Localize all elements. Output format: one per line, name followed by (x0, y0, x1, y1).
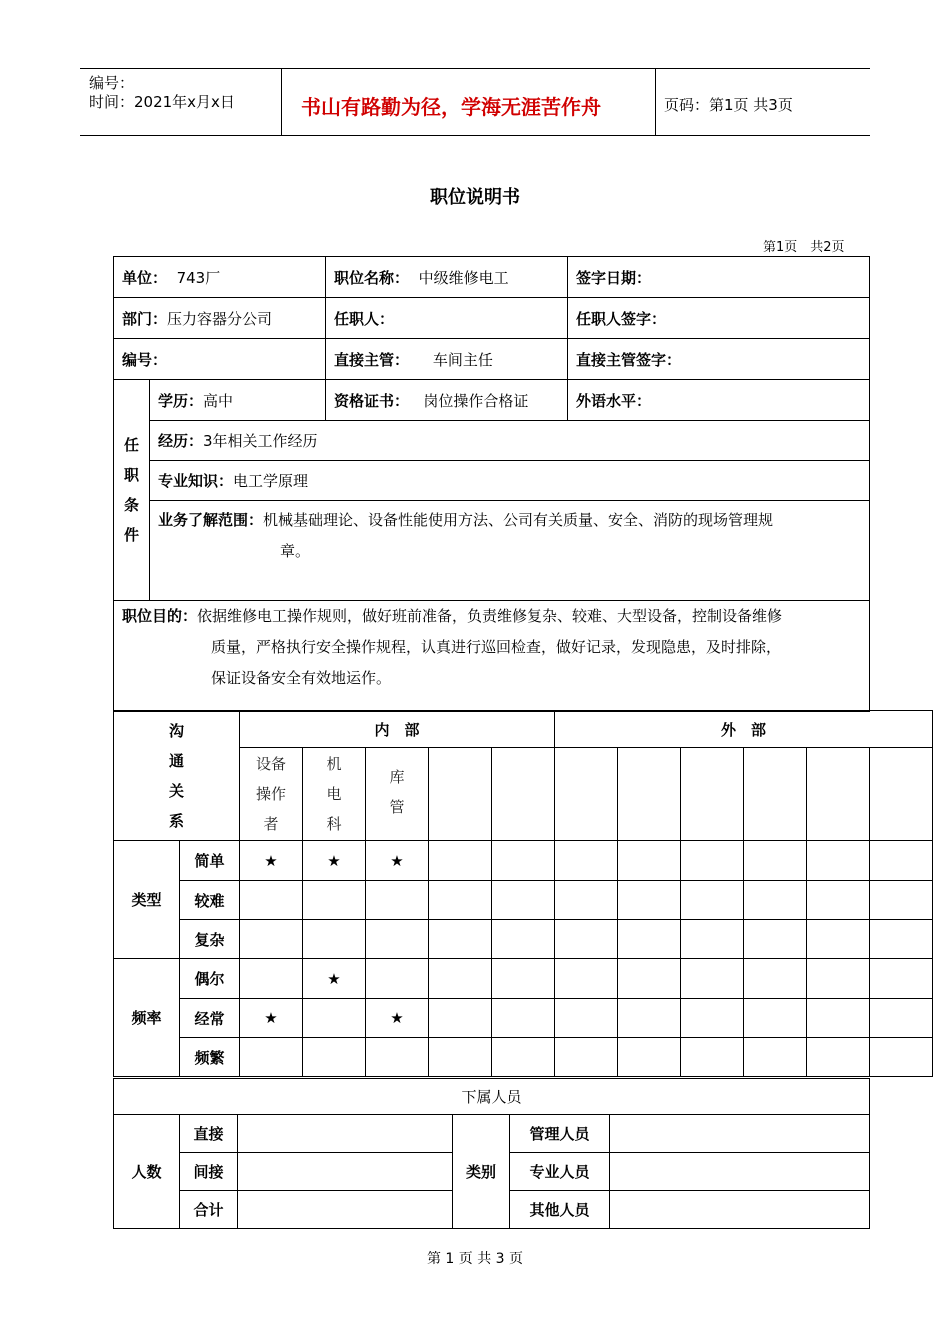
type-mark-cell (240, 920, 303, 959)
type-row (114, 841, 933, 881)
freq-mark-cell (492, 1038, 555, 1077)
freq-mark-cell (681, 959, 744, 999)
type-mark-cell (366, 881, 429, 920)
position-label: 职位名称： (334, 268, 410, 287)
type-mark-cell (681, 881, 744, 920)
holder-label: 任职人： (334, 309, 395, 328)
total-value (238, 1191, 453, 1229)
freq-mark-cell (870, 959, 933, 999)
language-label: 外语水平： (576, 391, 652, 410)
col2-line2: 电 (326, 785, 342, 803)
purpose-line-2: 质量，严格执行安全操作规程，认真进行巡回检查，做好记录，发现隐患，及时排除， (211, 638, 782, 656)
subordinates-table (113, 1078, 870, 1229)
info-table (113, 256, 870, 712)
comm-char-2: 通 (169, 751, 185, 770)
type-mark-cell (618, 881, 681, 920)
col-external-blank-4 (744, 748, 807, 841)
subordinates-title: 下属人员 (114, 1079, 870, 1115)
type-mark-cell: ★ (303, 841, 366, 881)
freq-mark-cell (807, 1038, 870, 1077)
col3-line1: 库 (389, 768, 405, 786)
indirect-label: 间接 (180, 1153, 238, 1191)
freq-mark-cell (807, 959, 870, 999)
col-equipment-operator (240, 748, 303, 841)
education-value: 高中 (203, 391, 234, 410)
cert-label: 资格证书： (334, 391, 410, 410)
purpose-line-1: 依据维修电工操作规则，做好班前准备，负责维修复杂、较难、大型设备，控制设备维修 (197, 607, 783, 625)
type-mark-cell (303, 881, 366, 920)
type-mark-cell (429, 841, 492, 881)
freq-mark-cell (303, 1038, 366, 1077)
knowledge-value: 电工学原理 (233, 472, 309, 490)
type-mark-cell (870, 841, 933, 881)
holder-sign-cell (568, 298, 870, 339)
type-mark-cell (681, 920, 744, 959)
freq-mark-cell (240, 959, 303, 999)
col-internal-blank-1 (429, 748, 492, 841)
type-mark-cell (744, 841, 807, 881)
req-char-1: 任 (123, 436, 139, 454)
comm-section-label (114, 711, 240, 841)
freq-mark-cell (870, 999, 933, 1038)
freq-mark-cell: ★ (366, 999, 429, 1038)
header-page-code: 页码：第1页 共3页 (664, 96, 793, 114)
freq-mark-cell (744, 959, 807, 999)
freq-mark-cell (492, 959, 555, 999)
sign-date-label: 签字日期： (576, 268, 652, 287)
type-mark-cell (555, 841, 618, 881)
type-mark-cell (681, 841, 744, 881)
position-value: 中级维修电工 (418, 268, 509, 287)
knowledge-cell (150, 461, 870, 501)
freq-mark-cell (618, 1038, 681, 1077)
holder-sign-label: 任职人签字： (576, 309, 667, 328)
sign-date-cell (568, 257, 870, 298)
other-value (610, 1191, 870, 1229)
freq-mark-cell (555, 959, 618, 999)
dept-cell (114, 298, 326, 339)
cert-value: 岗位操作合格证 (423, 391, 529, 410)
type-mark-cell (870, 881, 933, 920)
direct-label: 直接 (180, 1115, 238, 1153)
dept-value: 压力容器分公司 (167, 309, 273, 328)
col2-line1: 机 (326, 755, 342, 773)
experience-value: 3年相关工作经历 (203, 432, 318, 450)
col-internal-blank-2 (492, 748, 555, 841)
freq-mark-cell (744, 999, 807, 1038)
freq-mark-cell (366, 1038, 429, 1077)
experience-cell (150, 421, 870, 461)
holder-cell (326, 298, 568, 339)
mgmt-value (610, 1115, 870, 1153)
type-mark-cell (618, 920, 681, 959)
supervisor-sign-cell (568, 339, 870, 380)
freq-mark-cell (618, 999, 681, 1038)
freq-mark-cell (681, 1038, 744, 1077)
type-mark-cell (303, 920, 366, 959)
type-mark-cell (555, 920, 618, 959)
freq-row (114, 959, 933, 999)
freq-mark-cell (744, 1038, 807, 1077)
type-mark-cell (807, 841, 870, 881)
business-line-1: 机械基础理论、设备性能使用方法、公司有关质量、安全、消防的现场管理规 (263, 511, 774, 529)
type-row-label: 简单 (180, 841, 240, 881)
mgmt-label: 管理人员 (510, 1115, 610, 1153)
header-time: 时间：2021年x月x日 (89, 93, 235, 111)
freq-mark-cell (555, 1038, 618, 1077)
header-top-rule (80, 68, 870, 69)
freq-mark-cell (618, 959, 681, 999)
type-row-label: 复杂 (180, 920, 240, 959)
freq-mark-cell (429, 999, 492, 1038)
freq-mark-cell (492, 999, 555, 1038)
pro-value (610, 1153, 870, 1191)
freq-mark-cell (870, 1038, 933, 1077)
purpose-line-3: 保证设备安全有效地运作。 (211, 669, 392, 687)
col1-line1: 设备 (256, 755, 287, 773)
freq-row-label: 频繁 (180, 1038, 240, 1077)
col-external-blank-5 (807, 748, 870, 841)
sub-page-number: 第1页 共2页 (763, 240, 845, 255)
pro-label: 专业人员 (510, 1153, 610, 1191)
type-group-label: 类型 (114, 841, 180, 959)
supervisor-label: 直接主管： (334, 350, 410, 369)
requirements-section-label (114, 380, 150, 601)
type-row (114, 881, 933, 920)
freq-mark-cell (681, 999, 744, 1038)
direct-value (238, 1115, 453, 1153)
business-cell (150, 501, 870, 601)
freq-mark-cell (429, 959, 492, 999)
header-divider-right (655, 68, 656, 136)
freq-mark-cell (303, 999, 366, 1038)
type-mark-cell: ★ (366, 841, 429, 881)
page-footer: 第 1 页 共 3 页 (426, 1251, 524, 1267)
supervisor-sign-label: 直接主管签字： (576, 350, 682, 369)
freq-row (114, 999, 933, 1038)
freq-row-label: 经常 (180, 999, 240, 1038)
education-label: 学历： (158, 391, 204, 410)
col-external-blank-2 (618, 748, 681, 841)
comm-char-4: 系 (169, 811, 185, 830)
page-title: 职位说明书 (430, 187, 520, 208)
header-serial: 编号： (89, 74, 135, 92)
cert-cell (326, 380, 568, 421)
type-mark-cell (618, 841, 681, 881)
unit-cell (114, 257, 326, 298)
col1-line2: 操作 (256, 785, 287, 803)
type-mark-cell (744, 881, 807, 920)
type-mark-cell (429, 881, 492, 920)
category-label: 类别 (453, 1115, 510, 1229)
total-label: 合计 (180, 1191, 238, 1229)
internal-header: 内 部 (240, 711, 555, 748)
type-mark-cell: ★ (240, 841, 303, 881)
freq-mark-cell (807, 999, 870, 1038)
header-motto: 书山有路勤为径，学海无涯苦作舟 (301, 95, 601, 119)
type-mark-cell (240, 881, 303, 920)
col-mech-elec-dept (303, 748, 366, 841)
type-row (114, 920, 933, 959)
header-divider-left (281, 68, 282, 136)
language-cell (568, 380, 870, 421)
purpose-cell (114, 601, 870, 712)
number-cell (114, 339, 326, 380)
type-row-label: 较难 (180, 881, 240, 920)
col2-line3: 科 (326, 815, 342, 833)
business-label: 业务了解范围： (158, 511, 264, 529)
freq-mark-cell: ★ (303, 959, 366, 999)
type-mark-cell (366, 920, 429, 959)
col3-line2: 管 (389, 798, 405, 816)
type-rows (114, 841, 933, 959)
header-bottom-rule (80, 135, 870, 136)
purpose-label: 职位目的： (122, 607, 198, 625)
col1-line3: 者 (263, 815, 279, 833)
dept-label: 部门： (122, 309, 168, 328)
freq-mark-cell (555, 999, 618, 1038)
type-mark-cell (492, 920, 555, 959)
type-mark-cell (807, 881, 870, 920)
col-external-blank-6 (870, 748, 933, 841)
col-warehouse (366, 748, 429, 841)
freq-row (114, 1038, 933, 1077)
type-mark-cell (870, 920, 933, 959)
type-mark-cell (492, 841, 555, 881)
supervisor-cell (326, 339, 568, 380)
indirect-value (238, 1153, 453, 1191)
req-char-3: 条 (123, 496, 139, 514)
supervisor-value: 车间主任 (432, 350, 493, 369)
freq-mark-cell (240, 1038, 303, 1077)
education-cell (150, 380, 326, 421)
col-external-blank-3 (681, 748, 744, 841)
freq-row-label: 偶尔 (180, 959, 240, 999)
freq-group-label: 频率 (114, 959, 180, 1077)
unit-label: 单位： (122, 268, 168, 287)
freq-mark-cell (429, 1038, 492, 1077)
freq-mark-cell (366, 959, 429, 999)
type-mark-cell (807, 920, 870, 959)
unit-value: 743厂 (176, 268, 221, 287)
comm-char-3: 关 (169, 781, 185, 800)
knowledge-label: 专业知识： (158, 472, 234, 490)
communication-table (113, 710, 933, 1077)
col-external-blank-1 (555, 748, 618, 841)
type-mark-cell (744, 920, 807, 959)
business-line-2: 章。 (280, 542, 311, 560)
comm-char-1: 沟 (169, 721, 185, 740)
type-mark-cell (429, 920, 492, 959)
freq-mark-cell: ★ (240, 999, 303, 1038)
req-char-2: 职 (123, 466, 139, 484)
freq-rows (114, 959, 933, 1077)
external-header: 外 部 (555, 711, 933, 748)
type-mark-cell (555, 881, 618, 920)
number-label: 编号： (122, 350, 168, 369)
experience-label: 经历： (158, 432, 204, 450)
req-char-4: 件 (123, 526, 139, 544)
count-label: 人数 (114, 1115, 180, 1229)
type-mark-cell (492, 881, 555, 920)
other-label: 其他人员 (510, 1191, 610, 1229)
position-cell (326, 257, 568, 298)
